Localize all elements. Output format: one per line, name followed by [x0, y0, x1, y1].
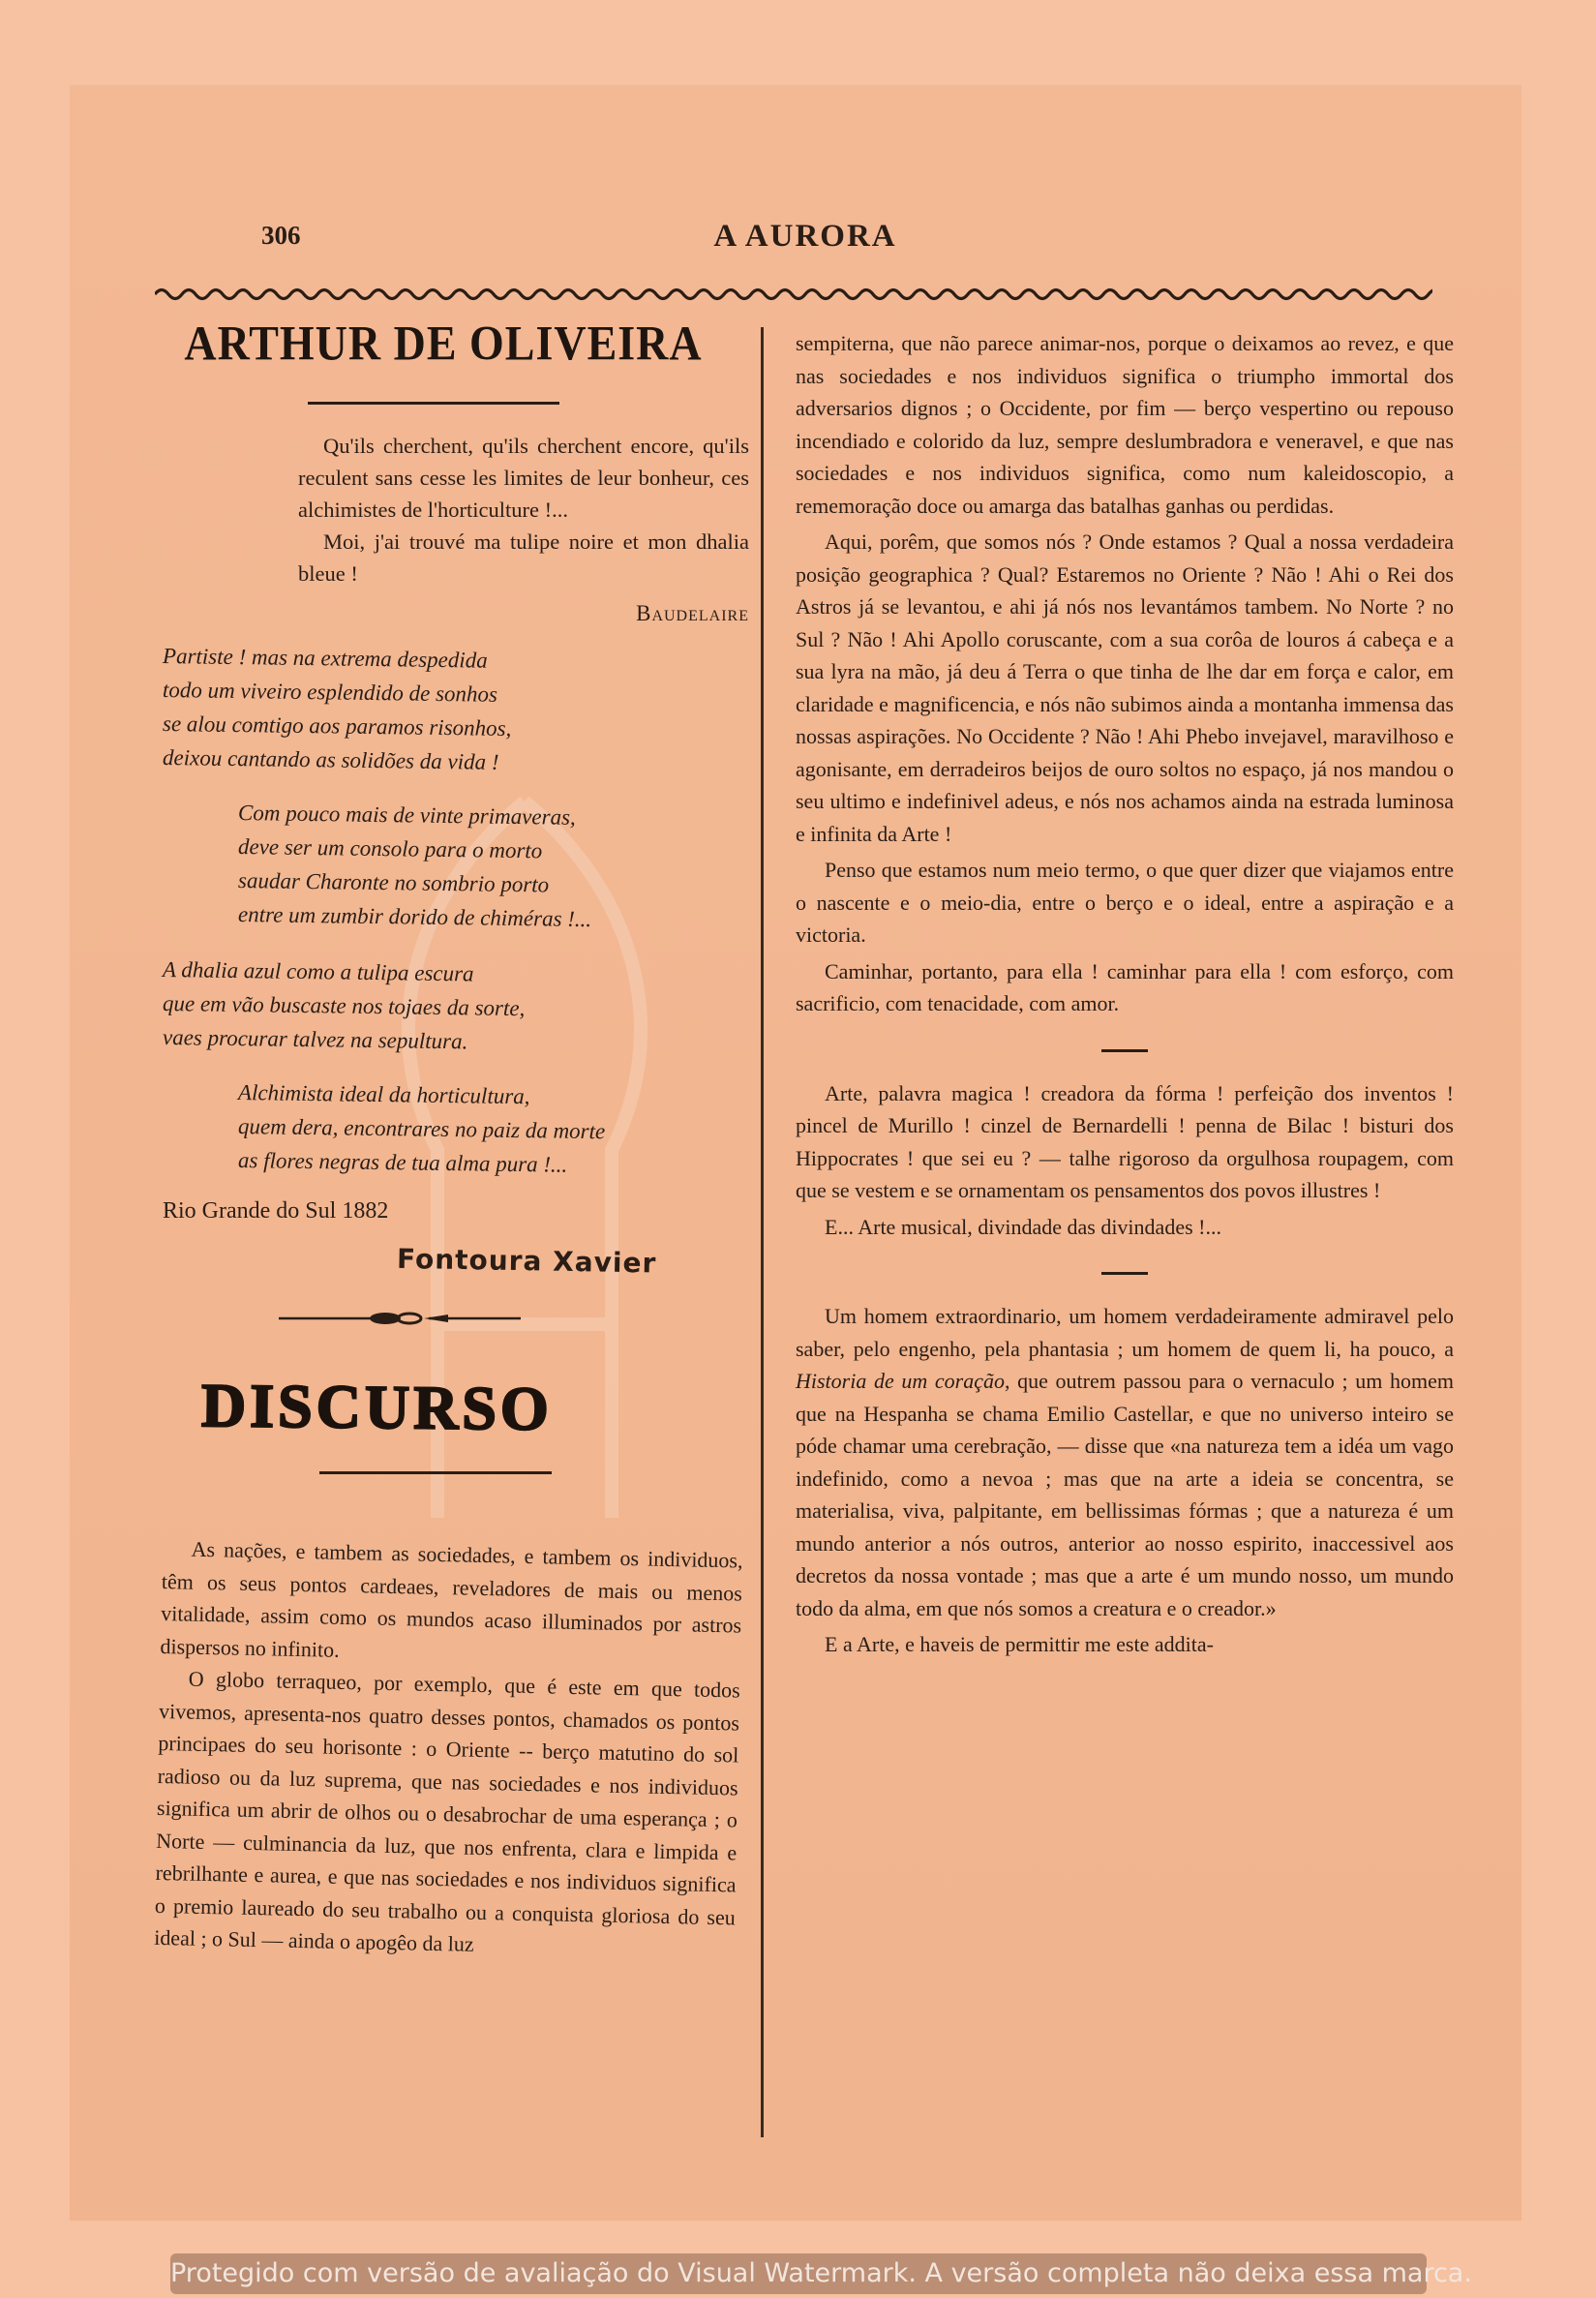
paragraph: E a Arte, e haveis de permittir me este addita-	[825, 1632, 1214, 1656]
poem-stanza	[163, 639, 743, 774]
discurso-underline	[319, 1471, 552, 1474]
page-header	[70, 221, 1521, 279]
section-separator	[1101, 1272, 1148, 1275]
poem-author: Fontoura Xavier	[396, 1242, 657, 1280]
paragraph-text: , que outrem passou para o vernaculo ; um homem que na Hespanha se chama Emilio Castellar, e que no universo inteiro se póde chamar uma cerebração, — disse que «na natureza tem a idéa um vago indefinido, como a nevoa ; mas que na arte a ideia se concentra, se materialisa, viva, palpitante, em bellissimas fórmas ; que a natureza é um mundo anterior a nós outros, anterior ao nosso espirito, inaccessivel aos decretos da nossa vontade ; mas que a arte é um mundo nosso, um mundo todo da alma, em que nós somos a creatura e o creador.»	[796, 1369, 1454, 1620]
pen-ornament	[279, 1307, 521, 1330]
poem-line: Partiste ! mas na extrema despedida	[162, 644, 488, 673]
poem-line: A dhalia azul como a tulipa escura	[162, 957, 474, 986]
journal-title: A AURORA	[713, 219, 897, 254]
poem-line: que em vão buscaste nos tojaes da sorte,	[162, 991, 526, 1021]
paragraph-text: Um homem extraordinario, um homem verdadeiramente admiravel pelo saber, pelo engenho, pela phantasia ; um homem de quem li, ha pouco, a	[796, 1304, 1454, 1361]
poem-line: vaes procurar talvez na sepultura.	[162, 1025, 468, 1054]
poem-line: Alchimista ideal da horticultura,	[237, 1080, 530, 1109]
poem-line: Com pouco mais de vinte primaveras,	[237, 801, 576, 830]
place-date: Rio Grande do Sul 1882	[163, 1198, 389, 1224]
poem-line: quem dera, encontrares no paiz da morte	[237, 1114, 606, 1144]
paragraph: Penso que estamos num meio termo, o que quer dizer que viajamos entre o nascente e o meio-dia, entre o berço e o ideal, entre a aspiração e a victoria.	[796, 858, 1454, 947]
paragraph: As nações, e tambem as sociedades, e tambem os individuos, têm os seus pontos cardeaes, reveladores de mais ou menos vitalidade, assim como os mundos acaso illuminados por astros dispersos no infinito.	[160, 1536, 743, 1662]
poem-line: todo um viveiro esplendido de sonhos	[162, 678, 498, 707]
poem-line: se alou comtigo aos paramos risonhos,	[162, 711, 512, 741]
poem-line: saudar Charonte no sombrio porto	[237, 868, 550, 897]
epigraph	[298, 430, 749, 629]
column-divider	[761, 327, 764, 2137]
poem-line: deixou cantando as solidões da vida !	[162, 745, 499, 774]
paragraph: Arte, palavra magica ! creadora da fórma ! perfeição dos inventos ! pincel de Murillo ! cinzel de Bernardelli ! penna de Bilac ! bisturi dos Hippocrates ! que sei eu ? — talhe rigoroso da orgulhosa roupagem, com que se vestem e se ornamentam os pensamentos dos povos illustres !	[796, 1080, 1454, 1202]
discurso-title: DISCURSO	[201, 1370, 744, 1447]
poem-line: entre um zumbir dorido de chiméras !...	[237, 902, 592, 932]
section-separator	[1101, 1049, 1148, 1052]
paragraph	[796, 1300, 1454, 1624]
epigraph-author: Baudelaire	[636, 601, 749, 625]
paragraph: O globo terraqueo, por exemplo, que é este em que todos vivemos, apresenta-nos quatro desses pontos, chamados os pontos principaes do seu horisonte : o Oriente -- berço matutino do sol radioso ou da luz suprema, que nas sociedades e nos individuos significa um abrir de olhos ou o desabrochar de uma esperança ; o Norte — culminancia da luz, que nos enfrenta, clara e limpida e rebrilhante e aurea, e que nas sociedades e nos individuos significa o premio laureado do seu trabalho ou a conquista gloriosa do seu ideal ; o Sul — ainda o apogêo da luz	[153, 1666, 740, 1956]
wave-rule-divider	[155, 284, 1432, 305]
epigraph-line: Moi, j'ai trouvé ma tulipe noire et mon dhalia bleue !	[298, 529, 749, 586]
newspaper-page	[70, 85, 1521, 2221]
poem-stanza	[163, 952, 743, 1054]
poem-stanza	[163, 1075, 743, 1177]
poem-stanza	[163, 796, 743, 931]
paragraph: E... Arte musical, divindade das divindades !...	[825, 1214, 1221, 1239]
discurso-left-text	[154, 1532, 743, 1966]
paragraph: Aqui, porêm, que somos nós ? Onde estamos ? Qual a nossa verdadeira posição geographica ? Qual? Estaremos no Oriente ? Não ! Ahi o Rei dos Astros já se levantou, e ahi já nós nos levantámos tambem. No Norte ? no Sul ? Não ! Ahi Apollo coruscante, com a sua corôa de louros á cabeça e a sua lyra na mão, já deu á Terra o que tinha de lhe dar em força e calor, em claridade e magnificencia, e nós não subimos ainda a montanha immensa das nossas aspirações. No Occidente ? Não ! Ahi Phebo invejavel, maravilhoso e agonisante, em derradeiros beijos de ouro soltos no espaço, já nos mandou o seu ultimo e indefinivel adeus, e nós nos achamos ainda na estrada luminosa e infinita da Arte !	[796, 529, 1454, 846]
poem	[163, 639, 743, 1177]
right-column	[796, 327, 1454, 2186]
page-number: 306	[261, 221, 301, 250]
watermark-notice: Protegido com versão de avaliação do Visual Watermark. A versão completa não deixa essa marca.	[170, 2253, 1427, 2294]
left-column	[153, 316, 749, 2176]
poem-line: as flores negras de tua alma pura !...	[237, 1148, 568, 1177]
paragraph: sempiterna, que não parece animar-nos, porque o deixamos ao revez, e que nas sociedades e nos individuos significa o triumpho immortal dos adversarios dignos ; o Occidente, por fim — berço vespertino ou repouso incendiado e colorido da luz, sempre deslumbradora e veneravel, e que nas sociedades e nos individuos significa, como num kaleidoscopio, a rememoração doce ou amarga das batalhas ganhas ou perdidas.	[796, 331, 1454, 518]
poem-line: deve ser um consolo para o morto	[237, 834, 543, 863]
title-underline	[308, 402, 559, 405]
paragraph: Caminhar, portanto, para ella ! caminhar para ella ! com esforço, com sacrificio, com tenacidade, com amor.	[796, 958, 1454, 1015]
article-title: ARTHUR DE OLIVEIRA	[184, 316, 703, 371]
book-title: Historia de um coração	[796, 1369, 1005, 1393]
epigraph-line: Qu'ils cherchent, qu'ils cherchent encore, qu'ils reculent sans cesse les limites de leur bonheur, ces alchimistes de l'horticulture !...	[298, 434, 749, 522]
